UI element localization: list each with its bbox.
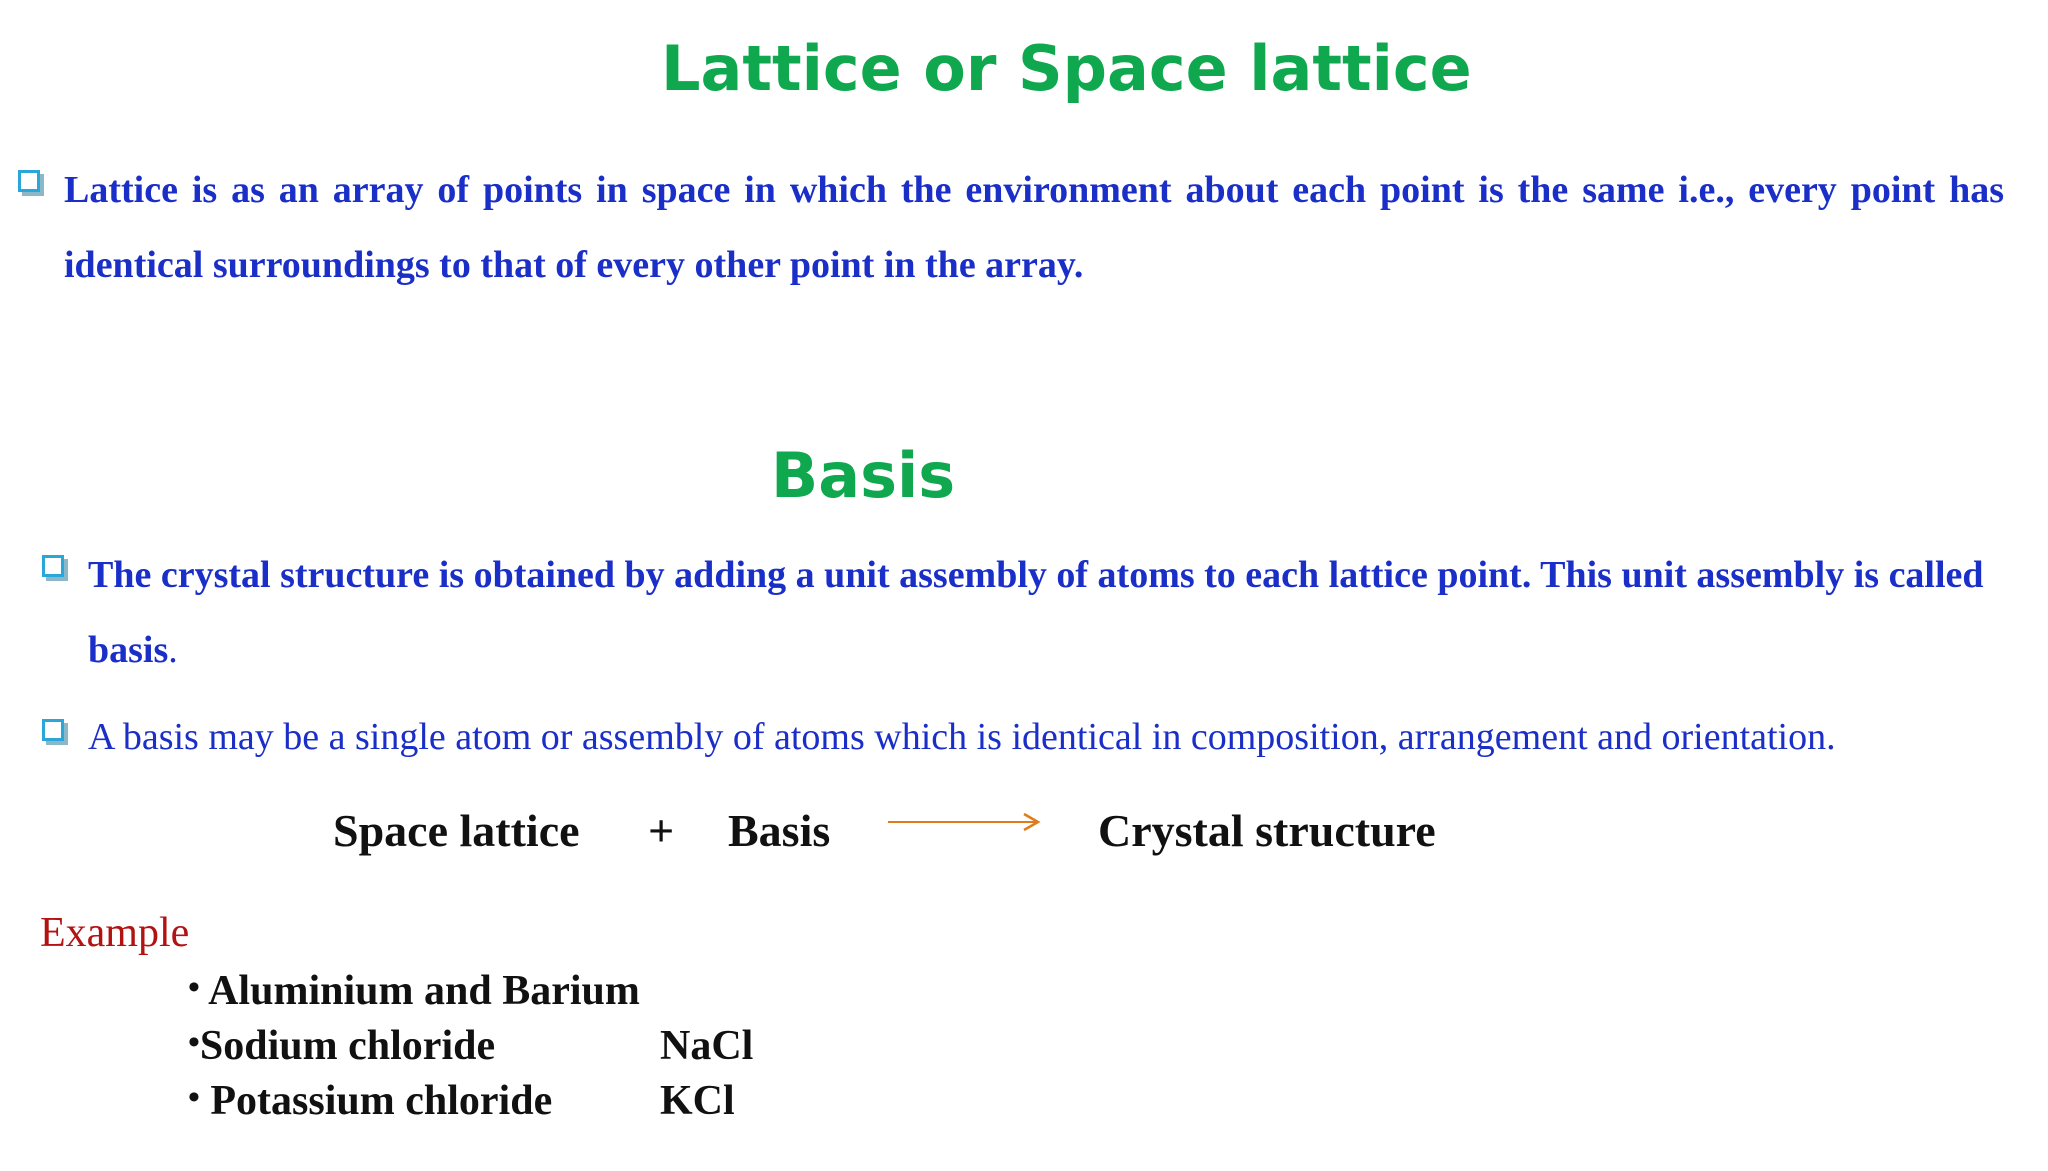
- example-item-name: Aluminium and Barium: [208, 968, 640, 1014]
- arrow-right-icon: [888, 810, 1042, 834]
- bullet-dot-icon: •: [188, 1024, 200, 1061]
- equation-crystal-structure: Crystal structure: [1098, 805, 1436, 856]
- slide-title-lattice: Lattice or Space lattice: [661, 32, 1472, 105]
- bullet-dot-icon: •: [188, 1079, 200, 1116]
- square-bullet-icon: [18, 170, 40, 192]
- slide-title-basis: Basis: [771, 439, 956, 512]
- example-item: [188, 1025, 495, 1067]
- square-bullet-icon: [42, 719, 64, 741]
- example-item: [188, 970, 640, 1012]
- basis-definition: [88, 538, 2028, 688]
- example-item: [188, 1080, 552, 1122]
- example-item-name: Potassium chloride: [210, 1078, 553, 1124]
- equation-plus: +: [648, 805, 675, 856]
- example-label: Example: [40, 910, 190, 956]
- example-item-formula: KCl: [660, 1078, 735, 1124]
- square-bullet-icon: [42, 555, 64, 577]
- example-item-name: Sodium chloride: [199, 1023, 496, 1069]
- bullet-dot-icon: •: [188, 969, 200, 1006]
- equation-basis: Basis: [728, 805, 831, 856]
- basis-definition-period: .: [168, 629, 178, 671]
- example-item-formula: NaCl: [660, 1023, 754, 1069]
- basis-description: A basis may be a single atom or assembly of atoms which is identical in composition, arrangement and orientation.: [88, 716, 1836, 758]
- lattice-definition: Lattice is as an array of points in space in which the environment about each point is the same i.e., every point has identical surroundings to that of every other point in the array.: [64, 169, 2004, 286]
- basis-definition-text: The crystal structure is obtained by adding a unit assembly of atoms to each lattice point. This unit assembly is called basis: [88, 554, 1984, 671]
- equation-space-lattice: Space lattice: [333, 805, 580, 856]
